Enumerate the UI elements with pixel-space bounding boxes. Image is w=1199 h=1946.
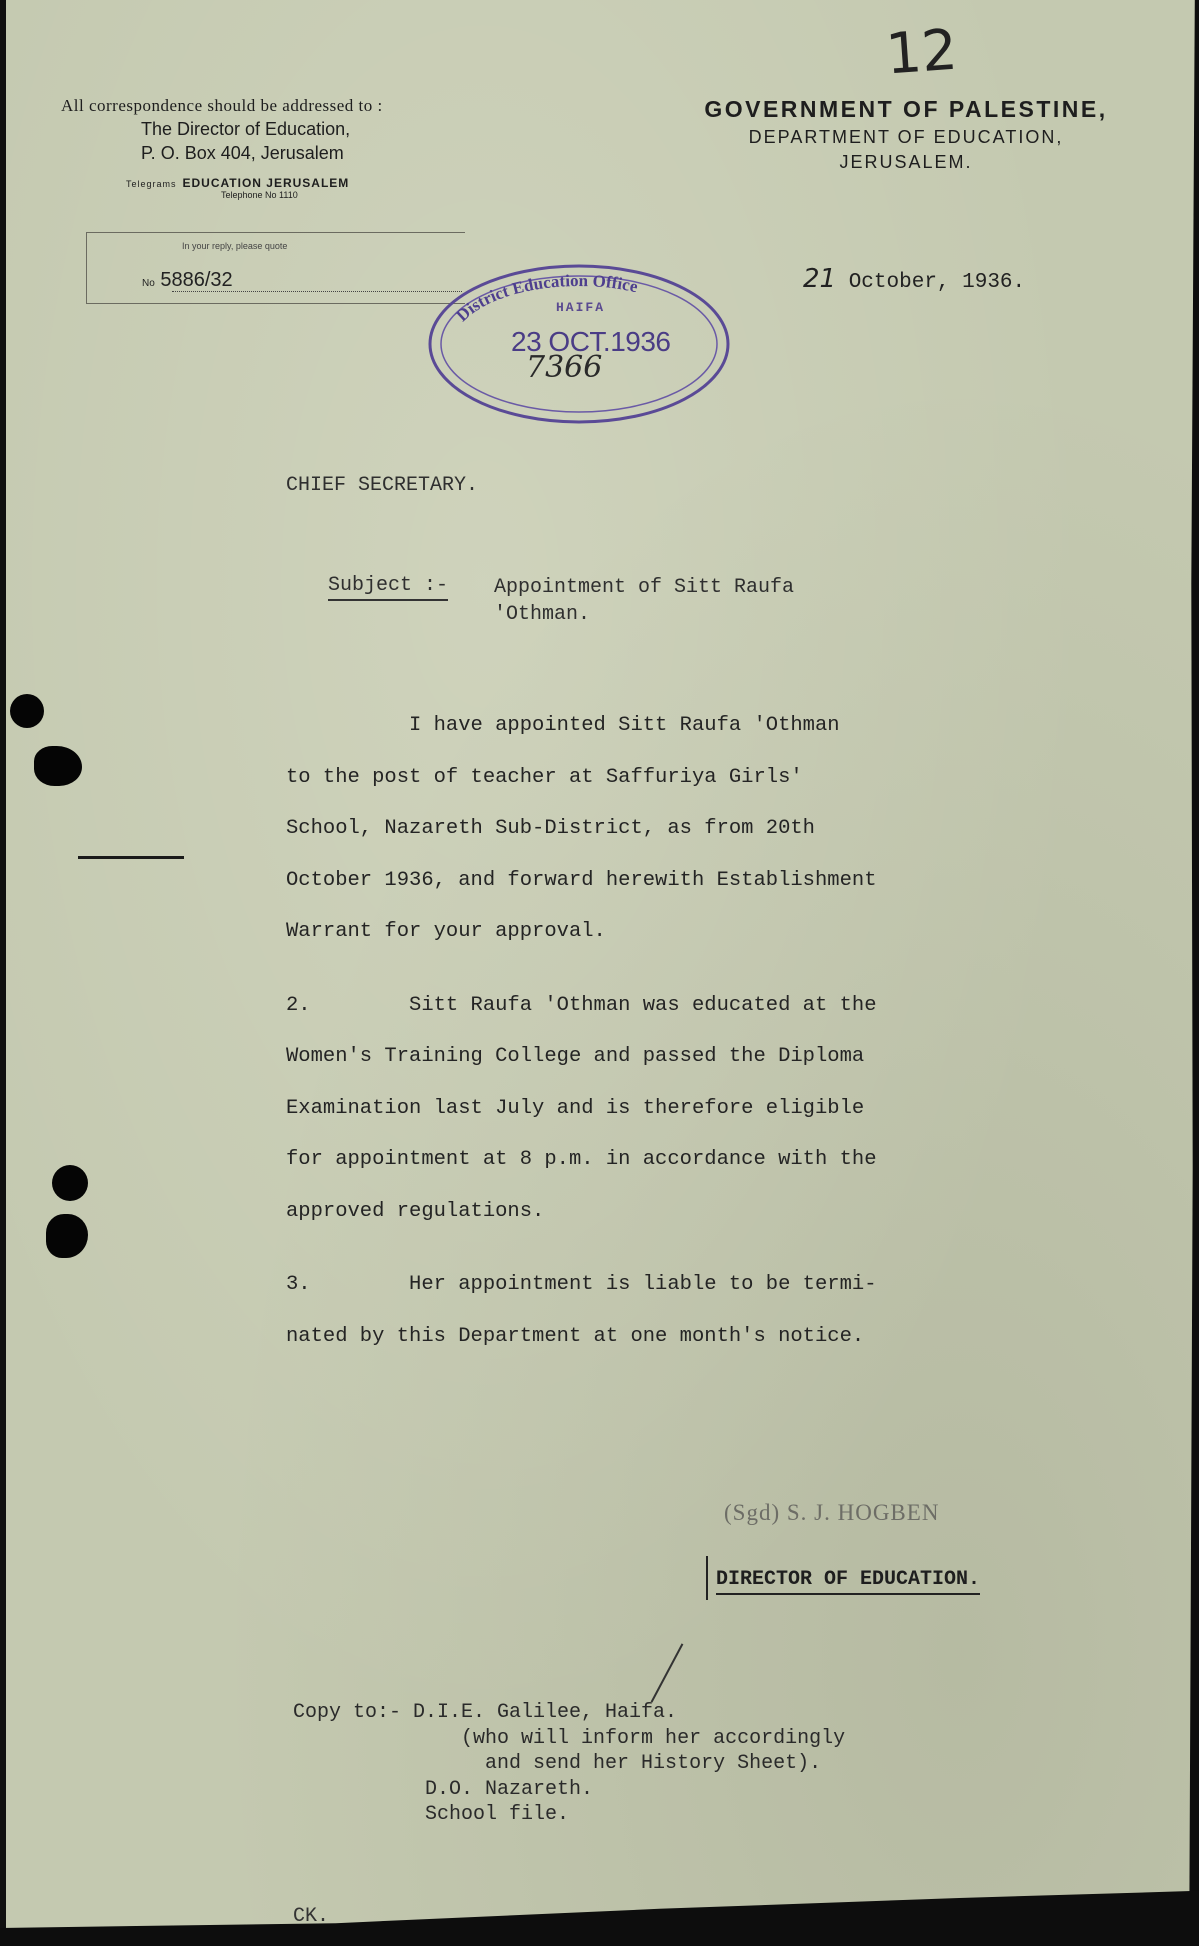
subject-text: Appointment of Sitt Raufa 'Othman. [494,576,795,626]
letter-body [286,700,1046,1362]
punch-hole-top-2 [34,746,82,786]
copy-to-list: Copy to:- D.I.E. Galilee, Haifa. (who will inform her accordingly and send her History Sheet). D.O. Nazareth. School file. [293,1701,846,1826]
recipient: CHIEF SECRETARY. [286,474,479,497]
pen-slash-mark [651,1643,684,1702]
subject-label: Subject :- [328,574,448,601]
government-heading: GOVERNMENT OF PALESTINE, [704,96,1108,122]
signature: (Sgd) S. J. HOGBEN [724,1500,940,1525]
telegrams: Telegrams EDUCATION JERUSALEM [126,176,350,190]
department-heading: DEPARTMENT OF EDUCATION, [748,127,1064,147]
typist-initials: CK. [293,1905,330,1928]
paragraph-2: 2. Sitt Raufa 'Othman was educated at the Women's Training College and passed the Diploma Examination last July and is therefore eligible for appointment at 8 p.m. in accordance with the approved regulations. [286,993,877,1223]
letter-date [803,264,1025,294]
reference-dotted-line [172,291,462,292]
reference-number: No 5886/32 [142,269,233,291]
telephone: Telephone No 1110 [221,190,298,200]
paragraph-1: I have appointed Sitt Raufa 'Othman to the post of teacher at Saffuriya Girls' School, Nazareth Sub-District, as from 20th October 1936, and forward herewith Establishment Warrant for your approval. [286,714,877,943]
fold-mark [78,856,184,859]
signature-tick-mark [706,1556,708,1600]
date-day: 21 [803,264,837,294]
signatory-title: DIRECTOR OF EDUCATION. [716,1568,980,1595]
reply-hint: In your reply, please quote [182,241,288,251]
address-line-1: The Director of Education, [141,119,351,139]
stamp-date: 23 OCT.1936 [511,326,671,357]
date-rest: October, 1936. [848,271,1026,294]
letterhead-left [61,96,501,200]
stamp-city: HAIFA [556,300,606,315]
correspondence-note: All correspondence should be addressed to : [61,96,383,115]
punch-hole-top-1 [10,694,44,728]
punch-hole-bottom-1 [52,1165,88,1201]
document-page [6,0,1199,1946]
stamp-office: District Education Office [452,270,640,326]
paragraph-3: 3. Her appointment is liable to be termi- nated by this Department at one month's notice. [286,1273,877,1348]
letterhead-right [666,96,1146,173]
stamp-handwritten-number: 7366 [526,350,603,385]
address-line-2: P. O. Box 404, Jerusalem [141,143,344,163]
punch-hole-bottom-2 [46,1214,88,1258]
reference-box [86,232,465,304]
page-number: 12 [883,17,960,88]
city-heading: JERUSALEM. [839,152,973,172]
